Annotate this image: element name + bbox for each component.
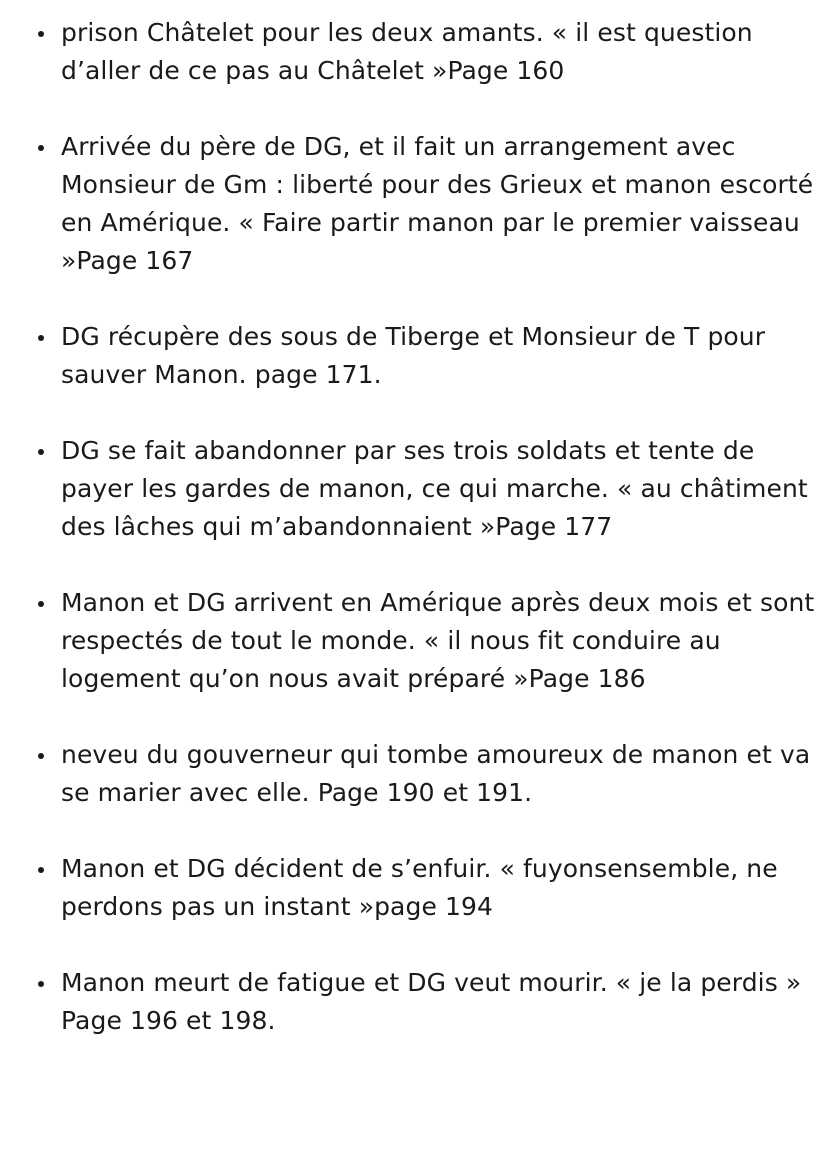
list-item [0,432,828,546]
bullet-icon [38,981,44,987]
list-item-text: prison Châtelet pour les deux amants. « il est question d’aller de ce pas au Châtelet »Page 160 [61,18,753,85]
bullet-icon [38,145,44,151]
bullet-icon [38,449,44,455]
list-item-text: Arrivée du père de DG, et il fait un arrangement avec Monsieur de Gm : liberté pour des Grieux et manon escorté en Amérique. « Faire partir manon par le premier vaisseau »Page 167 [61,132,814,275]
list-item-text: DG se fait abandonner par ses trois soldats et tente de payer les gardes de manon, ce qui marche. « au châtiment des lâches qui m’abandonnaient »Page 177 [61,436,808,541]
list-item-text: neveu du gouverneur qui tombe amoureux de manon et va se marier avec elle. Page 190 et 191. [61,740,811,807]
bullet-icon [38,753,44,759]
list-item [0,736,828,812]
bullet-icon [38,867,44,873]
bullet-icon [38,31,44,37]
bullet-icon [38,335,44,341]
notes-list [0,14,828,1078]
list-item [0,318,828,394]
list-item-text: DG récupère des sous de Tiberge et Monsieur de T pour sauver Manon. page 171. [61,322,766,389]
bullet-icon [38,601,44,607]
list-item [0,964,828,1040]
list-item [0,128,828,280]
list-item-text: Manon et DG décident de s’enfuir. « fuyonsensemble, ne perdons pas un instant »page 194 [61,854,778,921]
list-item-text: Manon et DG arrivent en Amérique après deux mois et sont respectés de tout le monde. « il nous fit conduire au logement qu’on nous avait préparé »Page 186 [61,588,815,693]
list-item [0,850,828,926]
list-item [0,14,828,90]
list-item [0,584,828,698]
list-item-text: Manon meurt de fatigue et DG veut mourir. « je la perdis » Page 196 et 198. [61,968,802,1035]
